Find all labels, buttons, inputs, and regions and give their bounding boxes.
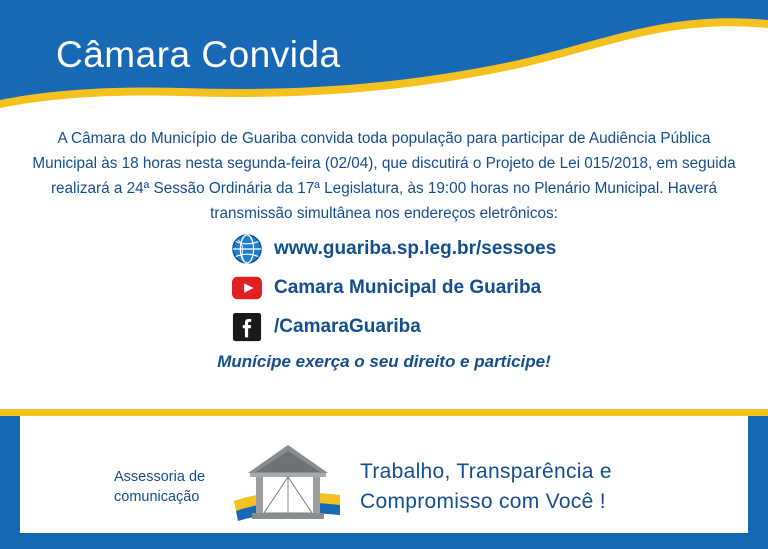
links-list: [0, 232, 768, 349]
footer-bottom-bar: [0, 533, 768, 549]
link-label: Camara Municipal de Guariba: [274, 277, 542, 298]
slogan-line-1: Trabalho, Transparência e: [360, 460, 612, 483]
camara-guariba-logo: [232, 439, 344, 529]
globe-icon: [232, 234, 262, 264]
announcement-text: [28, 126, 740, 226]
list-item[interactable]: [0, 310, 768, 344]
facebook-icon: [232, 312, 262, 342]
slogan: [360, 457, 690, 517]
assessoria-line-1: Assessoria de: [114, 469, 206, 485]
footer: [0, 409, 768, 549]
link-label: /CamaraGuariba: [274, 316, 421, 337]
assessoria-line-2: comunicação: [114, 489, 200, 505]
footer-left-bar: [0, 416, 20, 549]
list-item[interactable]: [0, 271, 768, 305]
page-title: Câmara Convida: [56, 34, 341, 75]
assessoria-label: [114, 467, 205, 507]
callout-text: Munícipe exerça o seu direito e participe!: [217, 352, 551, 371]
announcement-paragraph: A Câmara do Município de Guariba convida toda população para participar de Audiência Pública Municipal às 18 horas nesta segunda-feira (02/04), que discutirá o Projeto de Lei 015/2018, em seguida realizará a 24ª Sessão Ordinária da 17ª Legislatura, às 19:00 horas no Plenário Municipal. Haverá transmissão simultânea nos endereços eletrônicos:: [32, 130, 736, 222]
header-wave-banner: [0, 0, 768, 130]
list-item[interactable]: [0, 232, 768, 266]
youtube-icon: [232, 273, 262, 303]
footer-yellow-divider: [0, 409, 768, 416]
footer-right-bar: [748, 416, 768, 549]
slogan-line-2: Compromisso com Você !: [360, 490, 606, 513]
link-label: www.guariba.sp.leg.br/sessoes: [274, 238, 557, 259]
